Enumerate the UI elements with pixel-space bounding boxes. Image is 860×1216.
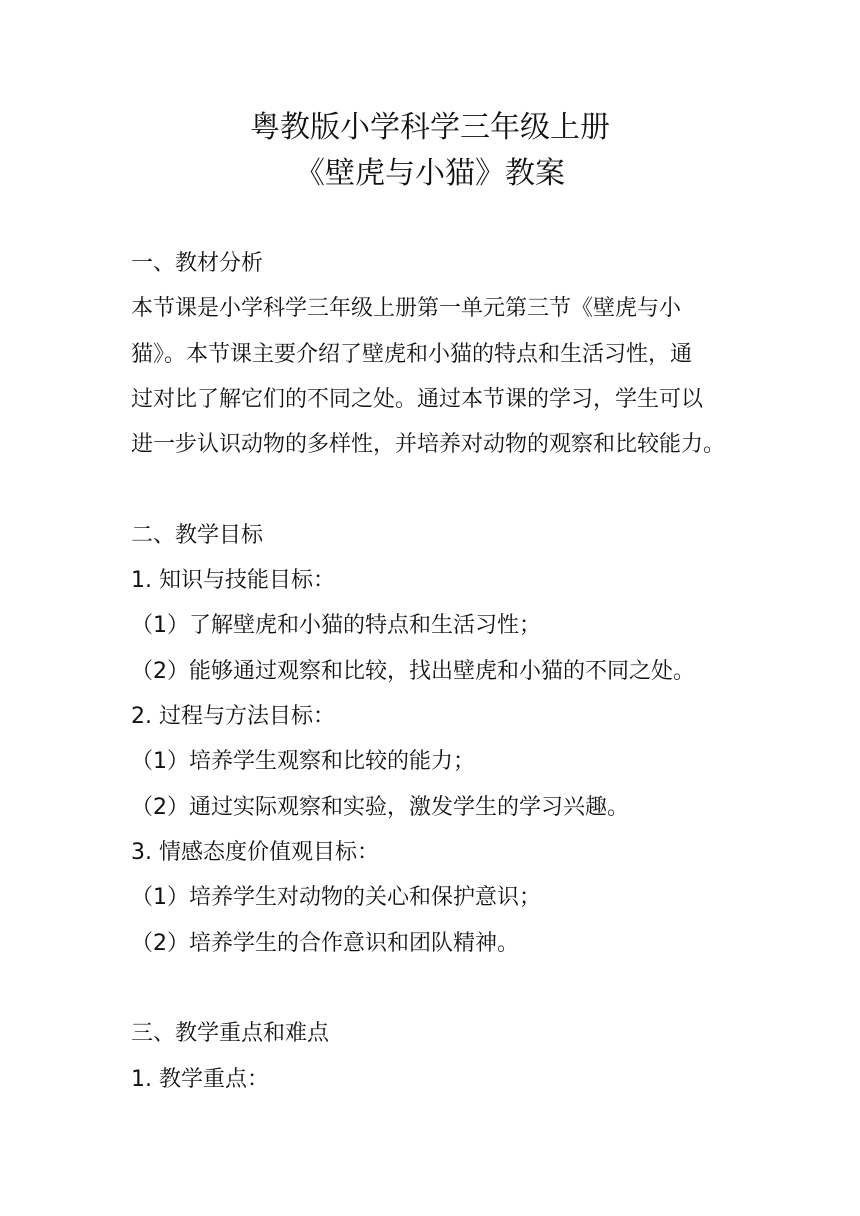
goal-label-attitude: 3. 情感态度价值观目标： <box>131 840 379 865</box>
goal-item: （2）培养学生的合作意识和团队精神。 <box>131 931 519 956</box>
paragraph-line: 过对比了解它们的不同之处。通过本节课的学习，学生可以 <box>131 387 704 412</box>
document-title-line-1: 粤教版小学科学三年级上册 <box>250 110 610 145</box>
goal-item: （1）了解壁虎和小猫的特点和生活习性； <box>131 613 541 638</box>
section-heading-key-points: 三、教学重点和难点 <box>131 1021 330 1046</box>
goal-item: （1）培养学生观察和比较的能力； <box>131 749 475 774</box>
goal-item: （1）培养学生对动物的关心和保护意识； <box>131 885 541 910</box>
paragraph-line: 进一步认识动物的多样性，并培养对动物的观察和比较能力。 <box>131 432 726 457</box>
goal-item: （2）通过实际观察和实验，激发学生的学习兴趣。 <box>131 795 629 820</box>
goal-item: （2）能够通过观察和比较，找出壁虎和小猫的不同之处。 <box>131 659 695 684</box>
paragraph-line: 本节课是小学科学三年级上册第一单元第三节《壁虎与小 <box>131 296 682 321</box>
section-heading-analysis: 一、教材分析 <box>131 251 264 276</box>
key-point-label: 1. 教学重点： <box>131 1067 269 1092</box>
goal-label-knowledge: 1. 知识与技能目标： <box>131 568 335 593</box>
document-title-line-2: 《壁虎与小猫》教案 <box>295 156 565 191</box>
goal-label-process: 2. 过程与方法目标： <box>131 704 335 729</box>
paragraph-line: 猫》。本节课主要介绍了壁虎和小猫的特点和生活习性，通 <box>131 342 693 367</box>
section-heading-goals: 二、教学目标 <box>131 523 264 548</box>
